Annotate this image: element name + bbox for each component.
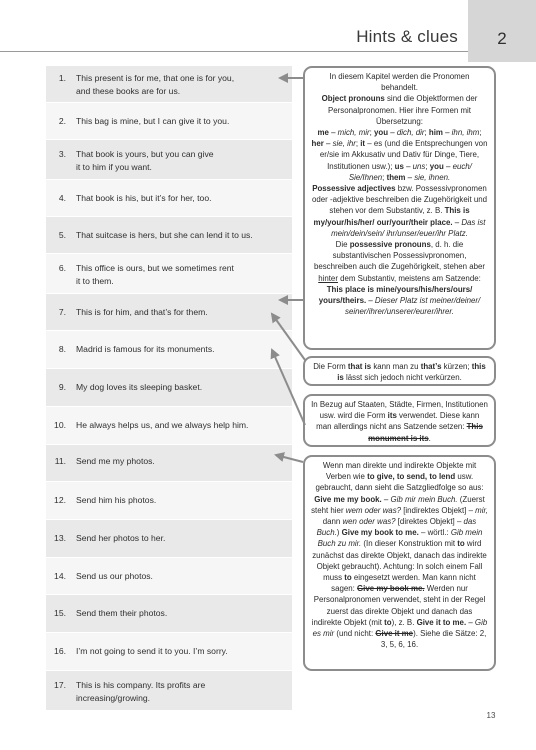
hint-text: eingesetzt werden. Man kann nicht sagen: [331, 573, 476, 594]
translation: – euch/ Sie/Ihnen [348, 161, 472, 182]
translation: – Das ist mein/dein/sein/ ihr/unser/euer/ihr Platz. [331, 217, 486, 238]
sentence-text: Send her photos to her. [76, 533, 166, 543]
term-possessive-adjectives: Possessive adjectives [312, 184, 396, 194]
hint-text: Werden nur Personalpronomen verwendet, steht in der Regel zuerst das direkte Objekt und danach das indirekte Objekt (mit [311, 584, 486, 627]
translation: – dich, dir [388, 128, 425, 138]
sentence-number: 3. [58, 149, 66, 159]
hint-text: Die Form [313, 362, 348, 371]
sentence-number: 15. [54, 608, 66, 618]
sentence-number: 8. [58, 344, 66, 354]
sentence-number: 9. [58, 382, 66, 392]
hint-text: dem Substantiv, meistens am Satzende: [337, 273, 481, 283]
sentence-text: That book is his, but it’s for her, too. [76, 193, 212, 203]
sentence-text: increasing/growing. [76, 693, 151, 703]
term-possessive-pronouns: possessive pronouns [349, 240, 431, 250]
hint-text: bzw. Possessivpronomen oder -adjektive beschreiben die Zugehörigkeit und stehen vor dem Substantiv, z. B. [311, 184, 488, 216]
sentence-text: I’m not going to send it to you. I’m sorry. [76, 646, 228, 656]
hint-text: wird zunächst das direkte Objekt, danach das indirekte Objekt gebraucht). Achtung: In solch einem Fall muss [312, 539, 487, 583]
translation: – Gib es mir [312, 617, 488, 639]
header-rule [0, 51, 468, 52]
sentence-number: 2. [58, 116, 66, 126]
example-word: this is [337, 362, 486, 383]
example-word: her [311, 139, 324, 149]
hint-box-word-order [303, 455, 496, 671]
hint-text: ), z. B. [391, 617, 417, 627]
example-sentence: This place is mine/yours/his/hers/ours/ yours/theirs. [318, 284, 473, 306]
sentence-row [46, 103, 292, 140]
sentence-number: 4. [58, 193, 66, 203]
sentence-text: it to him if you want. [76, 162, 152, 172]
translation: – Dieser Platz ist meiner/deiner/ seiner/ihrer/unserer/eurer/ihrer. [345, 296, 481, 317]
translation: wen oder was? [342, 517, 396, 527]
sentence-row [46, 254, 292, 294]
hint-text: Die [335, 240, 350, 250]
translation: – uns [403, 161, 426, 171]
sentence-text: Send me my photos. [76, 456, 155, 466]
chapter-number: 2 [497, 29, 507, 48]
example-word: it [360, 139, 366, 149]
sentence-text: He always helps us, and we always help him. [76, 420, 249, 430]
hint-text: In Bezug auf Staaten, Städte, Firmen, Institutionen usw. wird die Form [311, 400, 488, 421]
sentence-number: 14. [54, 571, 66, 581]
translation: – Gib mir mein Buch. [381, 494, 458, 504]
sentence-number: 6. [58, 263, 66, 273]
sentence-row [46, 369, 292, 407]
sentence-text: and these books are for us. [76, 86, 181, 96]
example-word: you [429, 161, 444, 171]
sentence-row [46, 407, 292, 445]
sentence-text: Send us our photos. [76, 571, 153, 581]
sentence-number: 11. [54, 456, 66, 466]
sentence-number: 13. [54, 533, 66, 543]
example-word: to [457, 539, 465, 549]
example-sentence: This is my/your/his/her/ our/your/their place. [313, 206, 470, 227]
sentence-number: 1. [58, 73, 66, 83]
translation: – ihn, ihm [442, 128, 480, 138]
sentence-row [46, 140, 292, 180]
hint-text: kann man zu [371, 362, 421, 371]
sentence-row [46, 558, 292, 595]
sentence-text: My dog loves its sleeping basket. [76, 382, 203, 392]
sentence-row [46, 180, 292, 217]
sentence-row [46, 595, 292, 633]
sentence-number: 10. [54, 420, 66, 430]
example-word: its [387, 411, 397, 421]
hint-text: usw. gebraucht, dann sieht die Satzgliedfolge so aus: [315, 472, 484, 493]
sentence-text: That book is yours, but you can give [76, 149, 214, 159]
hint-text: ) [336, 528, 342, 538]
translation: Gib mein Buch zu mir. [317, 528, 483, 549]
sentence-text: Madrid is famous for its monuments. [76, 344, 215, 354]
example-word: them [386, 172, 406, 182]
hint-text: – es (und die Entsprechungen von er/sie im Akkusativ und Dativ für Dinge, Tiere, Institutionen usw.); [319, 139, 488, 171]
example-sentence: Give it to me. [416, 617, 467, 627]
chapter-tab [468, 0, 536, 62]
sentence-row [46, 331, 292, 369]
hint-box-that-is [303, 356, 496, 386]
translation: wem oder was? [345, 505, 402, 515]
example-word: us [394, 161, 404, 171]
hint-text: . [428, 433, 431, 443]
example-sentence: Give me my book. [314, 494, 382, 504]
sentence-row [46, 482, 292, 520]
hint-text: (In dieser Konstruktion mit [361, 539, 458, 549]
hint-text: sind die Objektformen der Personalpronomen. Hier ihre Formen mit Übersetzung: [328, 94, 478, 126]
hint-text: verwendet. Diese kann man allerdings nicht ans Satzende setzen: [316, 411, 480, 432]
struck-example: Give it me [375, 629, 414, 639]
sentence-number: 5. [58, 230, 66, 240]
example-word: to [384, 617, 392, 627]
sentence-row [46, 66, 292, 103]
sentence-row [46, 217, 292, 254]
translation: das Buch. [316, 517, 477, 538]
hint-text: ). Siehe die Sätze: 2, 3, 5, 6, 16. [380, 629, 487, 650]
translation: – mich, mir [328, 128, 370, 138]
struck-example: This monument is its [368, 422, 483, 443]
page-number: 13 [486, 711, 496, 720]
example-word: to give, to send, to lend [367, 472, 456, 482]
sentence-text: This is his company. Its profits are [76, 680, 206, 690]
sentence-row [46, 633, 292, 671]
struck-example: Give my book me. [357, 584, 425, 594]
hint-text: kürzen; [441, 362, 472, 371]
example-word: him [428, 128, 443, 138]
hint-text: – wörtl.: [418, 528, 451, 538]
sentence-number: 12. [54, 495, 66, 505]
sentence-text: Send him his photos. [76, 495, 157, 505]
sentence-text: This is for him, and that’s for them. [76, 307, 208, 317]
hint-text: Wenn man direkte und indirekte Objekte mit Verben wie [322, 461, 477, 482]
sentence-text: This present is for me, that one is for you, [76, 73, 235, 83]
hint-text: lässt sich jedoch nicht verkürzen. [343, 373, 462, 383]
sentence-text: This office is ours, but we sometimes rent [76, 263, 234, 273]
term-object-pronouns: Object pronouns [321, 94, 385, 104]
hint-box-pronouns: In diesem Kapitel werden die Pronomen behandelt. Object pronouns sind die Objektformen der Personalpronomen. Hier ihre Formen mit Übersetzung: me – mich, mir; you – dich, dir; him – ihn, ihm; her – sie, ihr; it – es (und die Entsprechungen von er/sie im Akkusativ und Dativ für Dinge, Tiere, Institutionen usw.); us – uns; you – euch/ Sie/Ihnen; them – sie, ihnen. Possessive adjectives bzw. Possessivpronomen oder -adjektive beschreiben die Zugehörigkeit und stehen vor dem Substantiv, z. B. This is my/your/his/her/ our/your/their place. – Das ist mein/dein/sein/ ihr/unser/euer/ihr Platz. Die possessive pronouns, d. h. die substantivischen Possessivpronomen, beschreiben auch die Zugehörigkeit, stehen aber hinter dem Substantiv, meistens am Satzende: This place is mine/yours/his/hers/ours/ yours/theirs. – Dieser Platz ist meiner/deiner/ seiner/ihrer/unserer/eurer/ihrer. [303, 66, 496, 350]
sentence-text: Send them their photos. [76, 608, 168, 618]
hint-text: , d. h. die substantivischen Possessivpronomen, beschreiben auch die Zugehörigkeit, stehen aber [313, 240, 486, 272]
underlined-word: hinter [318, 273, 338, 283]
hint-text: dann [322, 517, 343, 527]
sentence-row [46, 520, 292, 558]
example-word: me [317, 128, 329, 138]
translation: – sie, ihr [323, 139, 356, 149]
hint-text: [direktes Objekt] – [395, 517, 464, 527]
example-word: that is [347, 362, 372, 371]
sentence-text: This bag is mine, but I can give it to you. [76, 116, 230, 126]
hint-box-its [303, 394, 496, 447]
sentence-number: 16. [54, 646, 66, 656]
translation: – sie, ihnen. [405, 172, 451, 182]
example-sentence: Give my book to me. [341, 528, 419, 538]
sentence-number: 17. [54, 680, 66, 690]
sentence-text: That suitcase is hers, but she can lend it to us. [76, 230, 253, 240]
sentence-row [46, 294, 292, 331]
example-word: to [344, 573, 352, 583]
page-title: Hints & clues [356, 27, 458, 46]
hint-text: (Zuerst steht hier [311, 494, 485, 515]
example-word: you [374, 128, 389, 138]
sentence-number: 7. [58, 307, 66, 317]
sentence-row [46, 445, 292, 482]
sentence-text: it to them. [76, 276, 114, 286]
translation: mir, [475, 505, 488, 515]
example-word: that’s [420, 362, 442, 371]
sentence-row [46, 671, 292, 711]
hint-text: [indirektes Objekt] – [401, 505, 476, 515]
hint-text: (und nicht: [334, 629, 376, 639]
hint-text: In diesem Kapitel werden die Pronomen behandelt. [329, 72, 470, 93]
